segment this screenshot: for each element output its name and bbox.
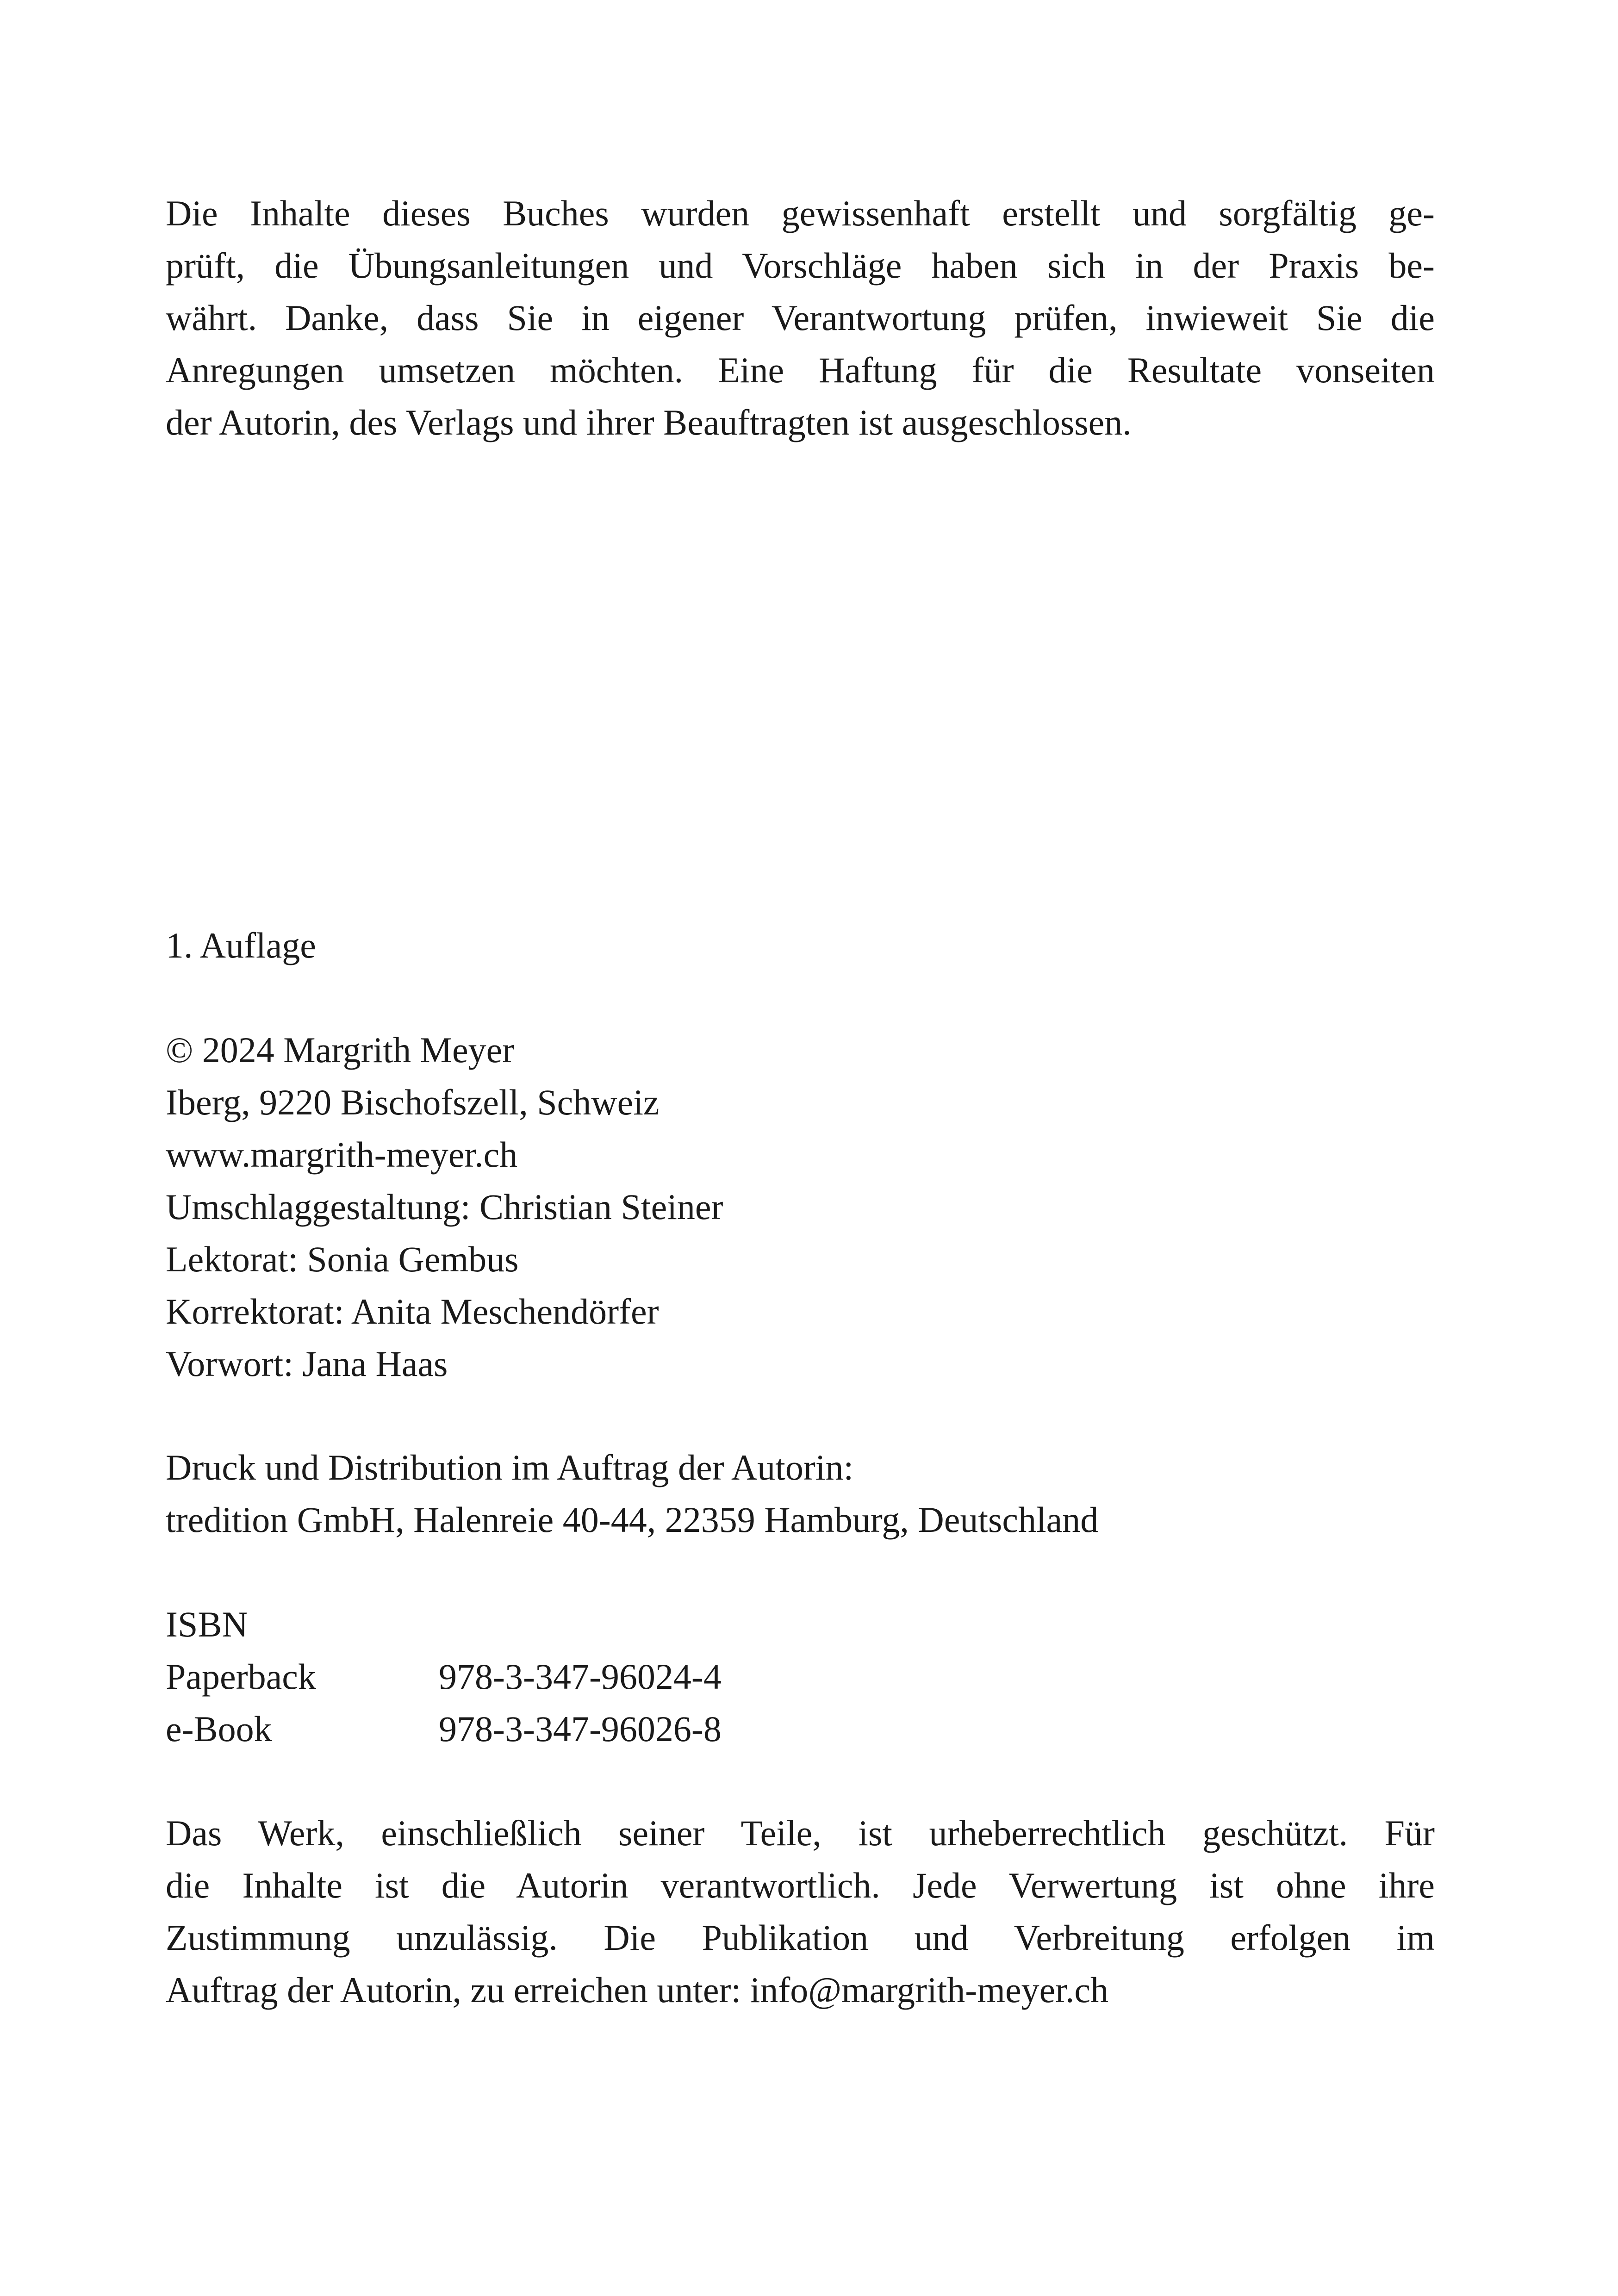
disclaimer-line: währt. Danke, dass Sie in eigener Verantwortung prüfen, inwieweit Sie die <box>166 298 1435 338</box>
author-address: Iberg, 9220 Bischofszell, Schweiz <box>166 1082 660 1122</box>
isbn-row <box>166 1703 722 1755</box>
copyright-notice-line: Auftrag der Autorin, zu erreichen unter: info@margrith-meyer.ch <box>166 1970 1108 2010</box>
cover-design-credit: Umschlaggestaltung: Christian Steiner <box>166 1187 723 1227</box>
credits-block <box>166 1024 723 1390</box>
proofreading-credit: Korrektorat: Anita Meschendörfer <box>166 1291 659 1332</box>
disclaimer-line: der Autorin, des Verlags und ihrer Beauftragten ist ausgeschlossen. <box>166 402 1132 442</box>
isbn-block <box>166 1598 722 1755</box>
disclaimer-line: Anregungen umsetzen möchten. Eine Haftung für die Resultate vonseiten <box>166 350 1435 390</box>
foreword-credit: Vorwort: Jana Haas <box>166 1344 448 1384</box>
disclaimer-line: prüft, die Übungsanleitungen und Vorschläge haben sich in der Praxis be- <box>166 245 1435 286</box>
edition-block <box>166 919 316 971</box>
editing-credit: Lektorat: Sonia Gembus <box>166 1239 519 1279</box>
copyright-notice-paragraph <box>166 1807 1435 2016</box>
isbn-format: e-Book <box>166 1709 272 1749</box>
isbn-number: 978-3-347-96024-4 <box>439 1656 722 1697</box>
author-website: www.margrith-meyer.ch <box>166 1134 518 1175</box>
disclaimer-line: Die Inhalte dieses Buches wurden gewissenhaft erstellt und sorgfältig ge- <box>166 193 1435 233</box>
isbn-number: 978-3-347-96026-8 <box>439 1709 722 1749</box>
printing-block <box>166 1441 1098 1546</box>
copyright-notice-line: Das Werk, einschließlich seiner Teile, ist urheberrechtlich geschützt. Für <box>166 1813 1435 1853</box>
isbn-row <box>166 1650 722 1703</box>
printer-address: tredition GmbH, Halenreie 40-44, 22359 Hamburg, Deutschland <box>166 1500 1099 1540</box>
disclaimer-paragraph <box>166 187 1435 448</box>
printing-heading: Druck und Distribution im Auftrag der Autorin: <box>166 1447 854 1487</box>
imprint-page <box>166 0 1435 2296</box>
isbn-heading: ISBN <box>166 1604 248 1644</box>
edition-label: 1. Auflage <box>166 925 316 965</box>
copyright-notice-line: Zustimmung unzulässig. Die Publikation und Verbreitung erfolgen im <box>166 1917 1435 1958</box>
copyright-line: © 2024 Margrith Meyer <box>166 1030 515 1070</box>
copyright-notice-line: die Inhalte ist die Autorin verantwortlich. Jede Verwertung ist ohne ihre <box>166 1865 1435 1905</box>
isbn-format: Paperback <box>166 1656 316 1697</box>
